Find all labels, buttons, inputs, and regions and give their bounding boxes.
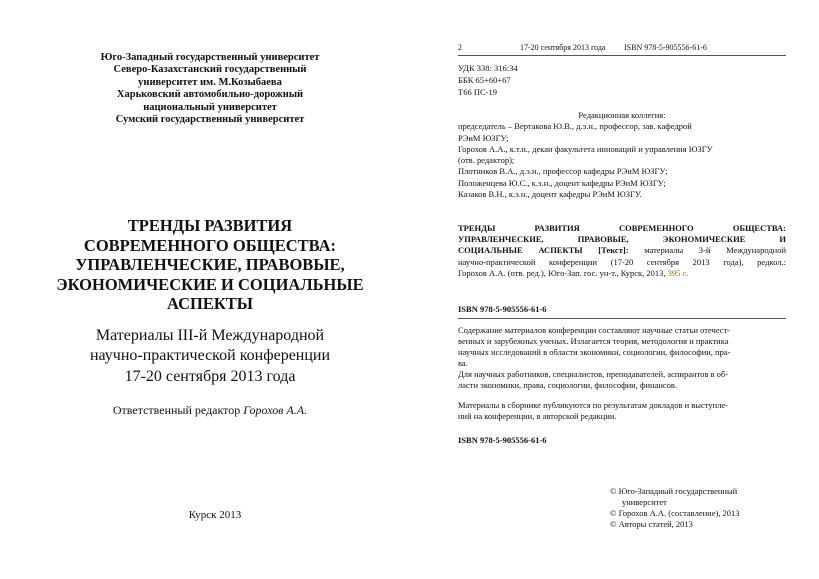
header-rule: [458, 55, 786, 56]
note-line: Материалы в сборнике публикуются по результатам докладов и выступле-: [458, 400, 729, 411]
title-line: ЭКОНОМИЧЕСКИЕ И СОЦИАЛЬНЫЕ: [56, 274, 364, 294]
university-line: Сумский государственный университет: [115, 114, 305, 126]
board-line: (отв. редактор);: [458, 155, 515, 166]
abstract: [458, 325, 786, 422]
biblio-text: научно-практической конференции (17-20 сентября 2013 года), редкол.:: [458, 256, 786, 267]
board-line: РЭиМ ЮЗГУ;: [458, 132, 509, 143]
biblio-text: материалы 3-й Международной: [628, 245, 786, 256]
page-count: 395 с.: [667, 267, 689, 278]
udk-code: УДК 338: 316:34: [458, 63, 518, 73]
right-page: [410, 0, 819, 579]
responsible-editor: [30, 403, 390, 418]
abstract-line: венных и зарубежных ученых. Излагается теория, методология и практика: [458, 335, 729, 346]
university-line: национальный университет: [143, 101, 277, 113]
abstract-line: Содержание материалов конференции составляют научные статьи отечест-: [458, 325, 731, 335]
note-line: ний на конференции, в авторской редакции.: [458, 411, 617, 422]
subtitle-line: научно-практической конференции: [89, 347, 331, 365]
abstract-line: ласти экономики, права, социологии, философии, финансов.: [458, 379, 678, 390]
biblio-title-line: УПРАВЛЕНЧЕСКИЕ, ПРАВОВЫЕ, ЭКОНОМИЧЕСКИЕ И: [458, 234, 786, 245]
biblio-title-line: СОЦИАЛЬНЫЕ АСПЕКТЫ [Текст]:: [458, 245, 629, 256]
editorial-board: [458, 110, 786, 200]
board-line: председатель – Вертакова Ю.В., д.э.н., профессор, зав. кафедрой: [458, 121, 692, 132]
header-dates: 17-20 сентября 2013 года: [520, 43, 606, 52]
copyright-line: университет: [622, 496, 667, 507]
biblio-title-line: ТРЕНДЫ РАЗВИТИЯ СОВРЕМЕННОГО ОБЩЕСТВА:: [458, 223, 786, 233]
editor-name: Горохов А.А.: [243, 403, 308, 417]
header-isbn: ISBN 978-5-905556-61-6: [624, 43, 707, 52]
bibliographic-record: [458, 223, 786, 279]
page-number: 2: [458, 43, 462, 52]
university-line: Северо-Казахстанский государственный: [113, 64, 307, 76]
board-line: Плотников В.А., д.э.н., профессор кафедры РЭиМ ЮЗГУ;: [458, 166, 668, 177]
title-line: ТРЕНДЫ РАЗВИТИЯ: [127, 216, 293, 235]
book-subtitle: [30, 326, 390, 387]
bbk-code: ББК 65+60+67: [458, 74, 511, 85]
isbn-top: ISBN 978-5-905556-61-6: [458, 304, 547, 314]
copyright-line: © Горохов А.А. (составление), 2013: [610, 507, 740, 518]
author-mark: Т66 ПС-19: [458, 86, 497, 97]
copyright-line: © Юго-Западный государственный: [610, 486, 738, 496]
editor-label: Ответственный редактор: [112, 403, 244, 417]
board-line: Положенцева Ю.С., к.э.н., доцент кафедры РЭиМ ЮЗГУ;: [458, 177, 666, 188]
isbn-bottom: ISBN 978-5-905556-61-6: [458, 435, 547, 445]
title-line: СОВРЕМЕННОГО ОБЩЕСТВА:: [83, 235, 337, 255]
subtitle-line: 17-20 сентября 2013 года: [124, 367, 296, 385]
subtitle-line: Материалы III-й Международной: [95, 327, 325, 344]
copyright-block: [610, 486, 740, 530]
board-line: Горохов А.А., к.т.н., декан факультета инноваций и управления ЮЗГУ: [458, 143, 713, 154]
isbn-rule: [458, 318, 786, 319]
book-title: [30, 216, 390, 314]
city-year: Курск 2013: [188, 509, 242, 521]
abstract-line: научных исследований в области экономики, социологии, философии, пра-: [458, 346, 731, 357]
university-line: Юго-Западный государственный университет: [100, 52, 320, 63]
abstract-line: ва.: [458, 357, 468, 368]
board-line: Казаков В.Н., к.э.н., доцент кафедры РЭиМ ЮЗГУ.: [458, 189, 642, 200]
title-line: УПРАВЛЕНЧЕСКИЕ, ПРАВОВЫЕ,: [75, 255, 345, 275]
classification-codes: [458, 63, 518, 98]
university-line: Харьковский автомобильно-дорожный: [116, 89, 304, 101]
abstract-line: Для научных работников, специалистов, преподавателей, аспирантов в об-: [458, 368, 729, 379]
universities-list: [50, 52, 370, 126]
university-line: университет им. М.Козыбаева: [138, 76, 282, 88]
title-line: АСПЕКТЫ: [166, 294, 254, 314]
biblio-text: Горохов А.А. (отв. ред.), Юго-Зап. гос. ун-т., Курск, 2013,: [458, 267, 668, 278]
copyright-line: © Авторы статей, 2013: [610, 518, 693, 529]
board-heading: Редакционная коллегия:: [578, 110, 666, 120]
